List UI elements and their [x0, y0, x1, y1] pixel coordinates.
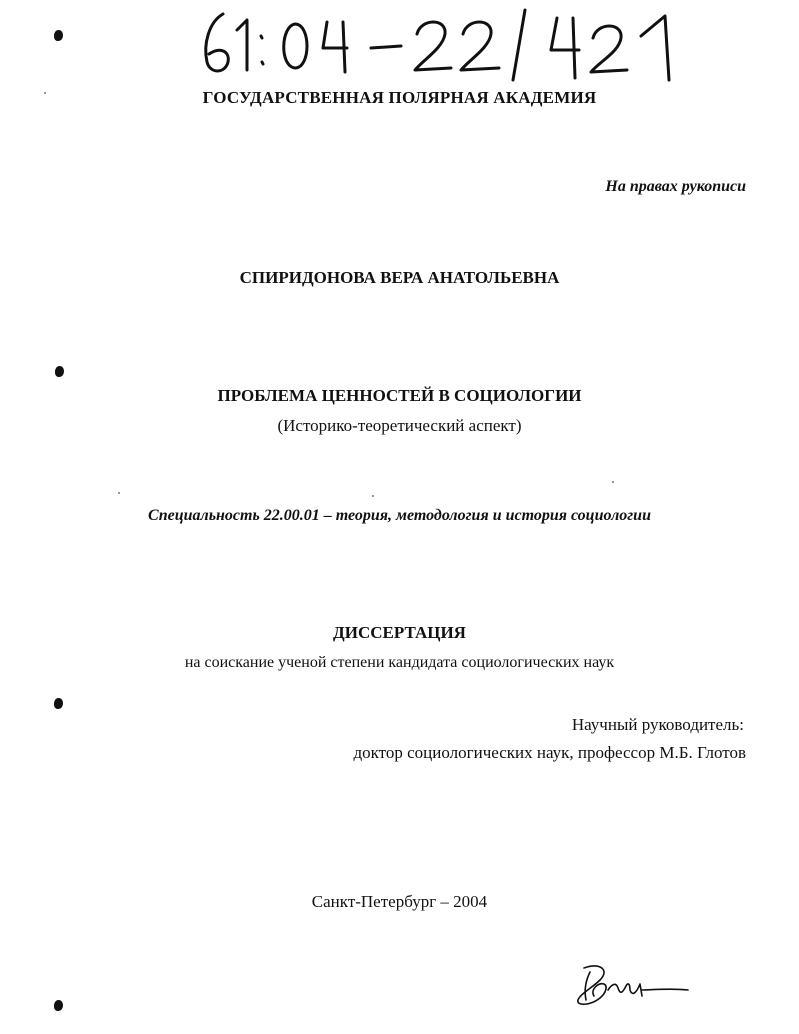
academy-name: ГОСУДАРСТВЕННАЯ ПОЛЯРНАЯ АКАДЕМИЯ: [202, 88, 597, 107]
manuscript-note: На правах рукописи: [605, 178, 746, 195]
degree-line: на соискание ученой степени кандидата социологических наук: [184, 654, 615, 671]
author-name: СПИРИДОНОВА ВЕРА АНАТОЛЬЕВНА: [239, 268, 560, 287]
svg-text:61: 04-22/421: 61: 04-22/421: [195, 4, 201, 5]
scan-speck: [612, 481, 614, 483]
handwritten-catalog-number: [195, 4, 715, 84]
dissertation-title: ПРОБЛЕМА ЦЕННОСТЕЙ В СОЦИОЛОГИИ: [217, 386, 582, 405]
scan-speck: [372, 495, 374, 497]
scan-speck: [44, 92, 46, 94]
supervisor-name: доктор социологических наук, профессор М.Б. Глотов: [353, 743, 746, 762]
scan-speck: [118, 492, 120, 494]
punch-hole-mark: [54, 1000, 63, 1011]
city-year: Санкт-Петербург – 2004: [311, 892, 488, 911]
specialty-line: Специальность 22.00.01 – теория, методология и история социологии: [148, 507, 651, 524]
punch-hole-mark: [54, 698, 63, 709]
document-type: ДИССЕРТАЦИЯ: [333, 623, 466, 642]
dissertation-subtitle: (Историко-теоретический аспект): [277, 416, 522, 435]
supervisor-label: Научный руководитель:: [571, 715, 744, 734]
punch-hole-mark: [54, 30, 63, 41]
signature: [570, 960, 690, 1010]
punch-hole-mark: [55, 366, 64, 377]
